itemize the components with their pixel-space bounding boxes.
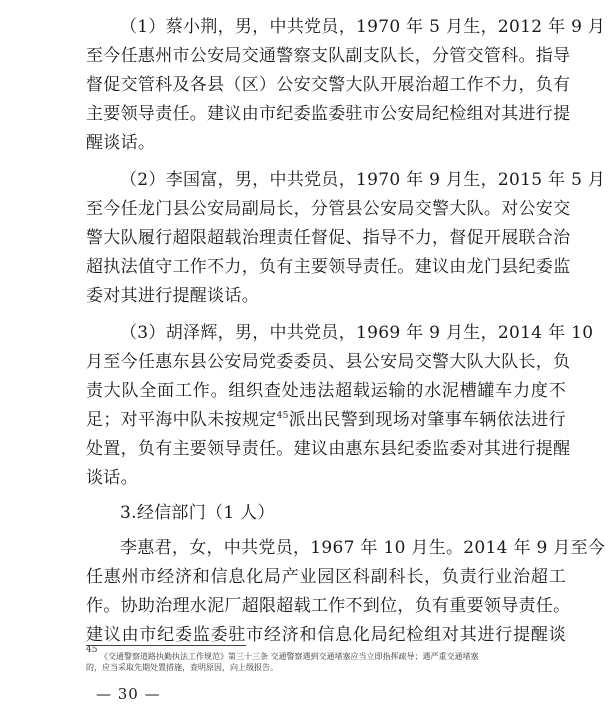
para2-line3: 警大队履行超限超载治理责任督促、指导不力，督促开展联合治 <box>86 228 571 248</box>
para3-line6: 谈话。 <box>86 468 138 488</box>
para2-line5: 委对其进行提醒谈话。 <box>86 286 259 306</box>
para3-line2: 月至今任惠东县公安局党委委员、县公安局交警大队大队长，负 <box>86 352 571 372</box>
para1-line5: 醒谈话。 <box>86 133 156 153</box>
para2-line1: （2）李国富，男，中共党员，1970 年 9 月生，2015 年 5 月 <box>120 170 606 190</box>
para4-line2: 任惠州市经济和信息化局产业园区科副科长，负责行业治超工 <box>86 567 566 587</box>
para3-line1: （3）胡泽辉，男，中共党员，1969 年 9 月生，2014 年 10 <box>120 323 594 343</box>
footnote-marker: 45 <box>86 645 98 655</box>
para4-line1: 李惠君，女，中共党员，1967 年 10 月生。2014 年 9 月至今 <box>120 538 606 558</box>
footnote-line1 <box>86 645 566 662</box>
para1-line1: （1）蔡小荆，男，中共党员，1970 年 5 月生，2012 年 9 月 <box>120 17 606 37</box>
page-number: — 30 — <box>96 685 161 703</box>
para1-line2: 至今任惠州市公安局交通警察支队副支队长，分管交管科。指导 <box>86 46 571 66</box>
para4-line4: 建议由市纪委监委驻市经济和信息化局纪检组对其进行提醒谈 <box>86 625 566 645</box>
footnote-text-1: 《交通警察道路执勤执法工作规范》第三十三条 交通警察遇到交通堵塞应当立即指挥疏导；遇严重交通堵塞 <box>100 652 479 661</box>
para4-line3: 作。协助治理水泥厂超限超载工作不到位，负有重要领导责任。 <box>86 596 571 616</box>
para3-line5: 处置，负有主要领导责任。建议由惠东县纪委监委对其进行提醒 <box>86 439 571 459</box>
footnote-ref-45[interactable]: 45 <box>276 411 289 421</box>
para2-line2: 至今任龙门县公安局副局长，分管县公安局交警大队。对公安交 <box>86 199 571 219</box>
para2-line4: 超执法值守工作不力，负有主要领导责任。建议由龙门县纪委监 <box>86 257 571 277</box>
footnote-line2: 的，应当采取先期处置措施，查明原因，向上级报告。 <box>86 663 278 672</box>
para1-line4: 主要领导责任。建议由市纪委监委驻市公安局纪检组对其进行提 <box>86 104 571 124</box>
para1-line3: 督促交管科及各县（区）公安交警大队开展治超工作不力，负有 <box>86 75 571 95</box>
section-heading-economic-dept: 3.经信部门（1 人） <box>120 503 275 523</box>
footnote-divider <box>86 645 246 646</box>
para3-line4 <box>86 409 566 431</box>
para3-line4-text: 足；对平海中队未按规定 <box>86 410 277 430</box>
para3-line3: 责大队全面工作。组织查处违法超载运输的水泥槽罐车力度不 <box>86 381 566 401</box>
para3-line4-rest: 派出民警到现场对肇事车辆依法进行 <box>288 410 566 430</box>
